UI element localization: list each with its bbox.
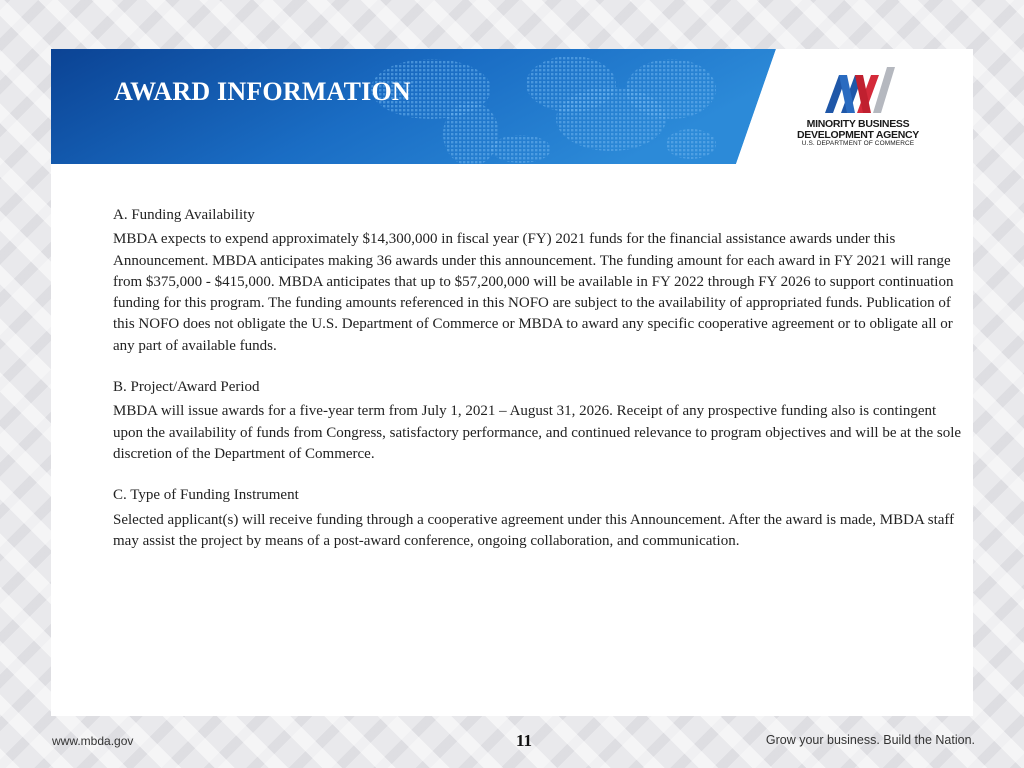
section-project-award-period [113, 377, 963, 465]
mbda-logo [793, 63, 923, 153]
footer-tagline: Grow your business. Build the Nation. [765, 733, 975, 747]
section-funding-availability [113, 205, 963, 357]
header-banner [51, 49, 973, 164]
logo-text-line-3: U.S. DEPARTMENT OF COMMERCE [801, 140, 915, 147]
section-body: Selected applicant(s) will receive funding through a cooperative agreement under this Announcement. After the award is made, MBDA staff may assist the project by means of a post-award conference, ongoing collaboration, and communication. [113, 511, 955, 549]
page-title: AWARD INFORMATION [114, 77, 411, 106]
section-funding-instrument [113, 485, 963, 552]
section-body: MBDA will issue awards for a five-year term from July 1, 2021 – August 31, 2026. Receipt of any prospective funding also is contingent upon the availability of funds from Congress, satisfactory performance, and continued relevance to program objectives and will be at the sole discretion of the Department of Commerce. [113, 403, 962, 462]
logo-text-line-2: DEVELOPMENT AGENCY [797, 128, 919, 141]
slide [51, 49, 973, 716]
section-heading: A. Funding Availability [113, 207, 255, 223]
mbda-logo-icon [821, 63, 901, 119]
footer-website-link[interactable]: www.mbda.gov [52, 734, 134, 748]
section-body: MBDA expects to expend approximately $14,300,000 in fiscal year (FY) 2021 funds for the financial assistance awards under this Announcement. MBDA anticipates making 36 awards under this announcement. The funding amount for each award in FY 2021 will range from $375,000 - $415,000. MBDA anticipates that up to $57,200,000 will be available in FY 2022 through FY 2026 to support continuation funding for this program. The funding amounts referenced in this NOFO are subject to the availability of appropriated funds. Publication of this NOFO does not obligate the U.S. Department of Commerce or MBDA to award any specific cooperative agreement or to obligate all or any part of available funds. [113, 231, 954, 354]
page-number: 11 [515, 731, 533, 750]
section-heading: C. Type of Funding Instrument [113, 487, 299, 504]
section-heading: B. Project/Award Period [113, 379, 260, 396]
slide-content [113, 205, 963, 572]
logo-text-line-1: MINORITY BUSINESS [806, 118, 910, 130]
